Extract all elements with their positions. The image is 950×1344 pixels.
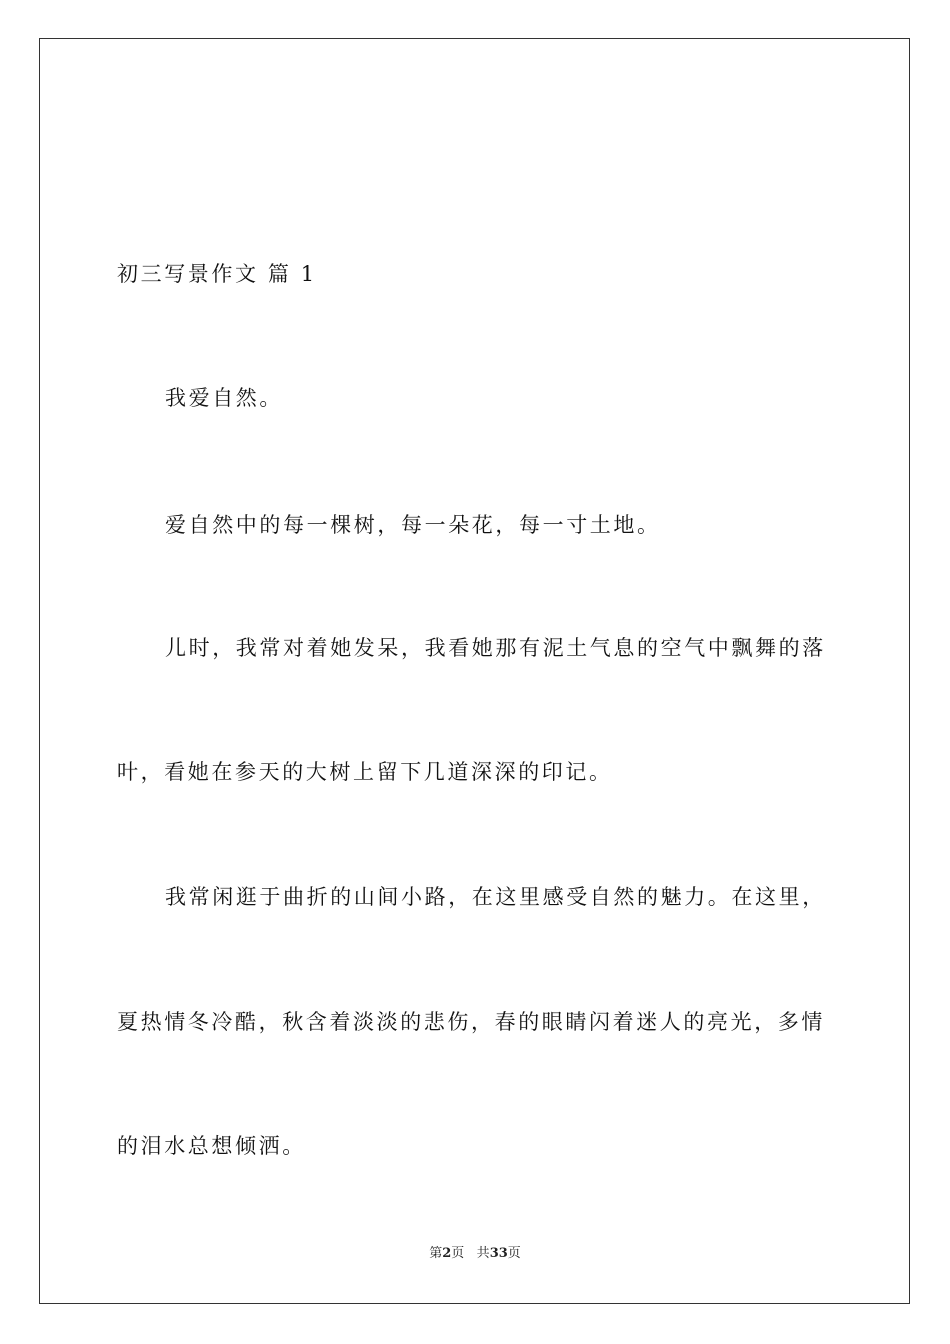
- footer-page-prefix: 第: [429, 1246, 443, 1261]
- footer-page-suffix: 页: [451, 1246, 465, 1261]
- paragraph-line-2: 爱自然中的每一棵树，每一朵花，每一寸土地。: [165, 513, 661, 537]
- paragraph-line-5: 我常闲逛于曲折的山间小路，在这里感受自然的魅力。在这里，: [165, 885, 826, 909]
- paragraph-line-1: 我爱自然。: [165, 386, 283, 410]
- essay-heading: 初三写景作文 篇 1: [117, 262, 317, 286]
- footer-page-number: 2: [442, 1246, 452, 1261]
- page-footer: [0, 1245, 950, 1263]
- paragraph-line-3: 儿时，我常对着她发呆，我看她那有泥土气息的空气中飘舞的落: [165, 636, 826, 660]
- footer-total-prefix: 共: [476, 1246, 490, 1261]
- paragraph-line-4: 叶，看她在参天的大树上留下几道深深的印记。: [117, 760, 613, 784]
- footer-total-suffix: 页: [507, 1246, 521, 1261]
- footer-total-pages: 33: [489, 1246, 508, 1261]
- paragraph-line-6: 夏热情冬冷酷，秋含着淡淡的悲伤，春的眼睛闪着迷人的亮光，多情: [117, 1010, 825, 1034]
- page-border: [39, 38, 910, 1304]
- paragraph-line-7: 的泪水总想倾洒。: [117, 1134, 306, 1158]
